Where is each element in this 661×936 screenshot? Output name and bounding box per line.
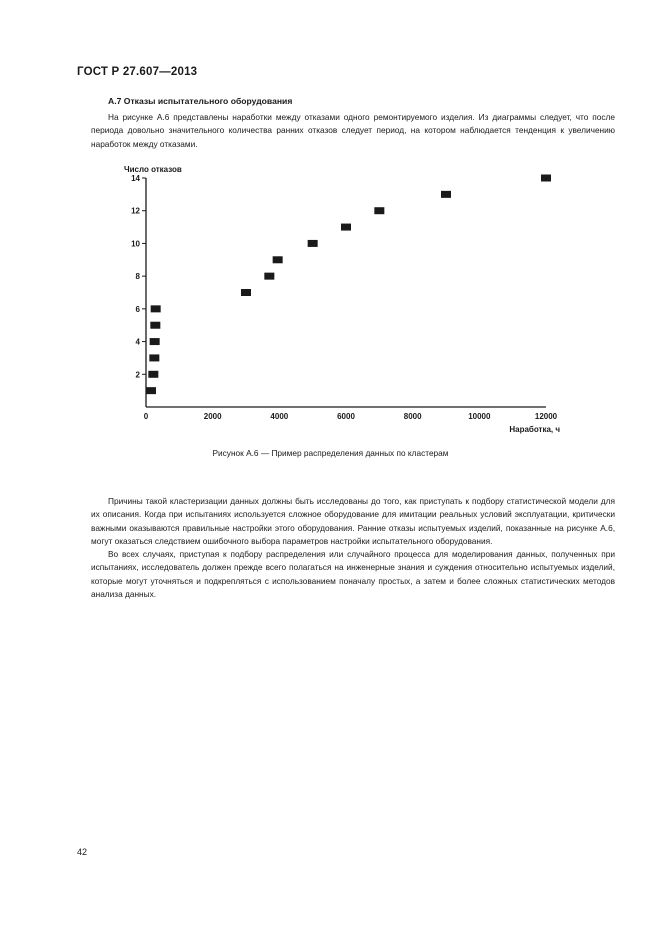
data-point [148,371,158,378]
y-axis-label: Число отказов [124,165,182,174]
data-point [146,387,156,394]
page-number: 42 [77,847,88,857]
data-point [374,207,384,214]
x-axis-ticks [144,412,558,421]
data-point [541,175,551,182]
y-tick-label: 10 [131,239,140,249]
data-point [149,354,159,361]
data-point [150,338,160,345]
body-paragraph-clustering: Причины такой кластеризации данных должны быть исследованы до того, как приступать к подбору статистической модели для их описания. Когда при испытаниях используется сложное оборудование для имитации реальных условий эксплуатации, критически важными оказываются правильные настройки этого оборудования. Ранние отказы испытуемых изделий, показанные на рисунке А.6, могут оказаться следствием ошибочного выбора параметров настройки испытательного оборудования. [91,496,615,547]
standard-header: ГОСТ Р 27.607—2013 [77,66,198,78]
x-tick-label: 10000 [468,412,491,421]
data-points [146,175,551,395]
data-point [308,240,318,247]
data-point [241,289,251,296]
section-title: А.7 Отказы испытательного оборудования [108,96,293,106]
intro-paragraph: На рисунке А.6 представлены наработки между отказами одного ремонтируемого изделия. Из диаграммы следует, что после периода довольно значительного количества ранних отказов следует период, на котором наблюдается тенденция к увеличению наработок между отказами. [91,112,615,149]
y-tick-label: 2 [135,370,140,380]
data-point [273,256,283,263]
x-tick-label: 8000 [403,412,422,421]
x-tick-label: 12000 [534,412,558,421]
data-point [441,191,451,198]
scatter-chart [100,160,580,440]
y-tick-label: 6 [135,304,140,314]
y-tick-label: 14 [131,174,140,183]
data-point [341,224,351,231]
data-point [264,273,274,280]
x-tick-label: 6000 [337,412,355,421]
y-tick-label: 12 [131,206,140,216]
x-tick-label: 2000 [203,412,222,421]
x-tick-label: 4000 [270,412,289,421]
figure-a6 [100,160,580,440]
y-tick-label: 4 [135,337,140,347]
data-point [151,305,161,312]
x-tick-label: 0 [143,412,149,421]
body-paragraph-modeling: Во всех случаях, приступая к подбору распределения или случайного процесса для моделирования данных, полученных при испытаниях, исследователь должен прежде всего полагаться на инженерные знания и суждения относительно испытуемых изделий, которые могут уточняться и подкрепляться с использованием поначалу простых, а затем и более сложных статистических методов анализа данных. [91,549,615,600]
data-point [150,322,160,329]
figure-caption: Рисунок А.6 — Пример распределения данных по кластерам [212,448,449,458]
x-axis-label: Наработка, ч [509,425,560,434]
y-tick-label: 8 [135,272,140,282]
y-axis-ticks [131,174,146,379]
